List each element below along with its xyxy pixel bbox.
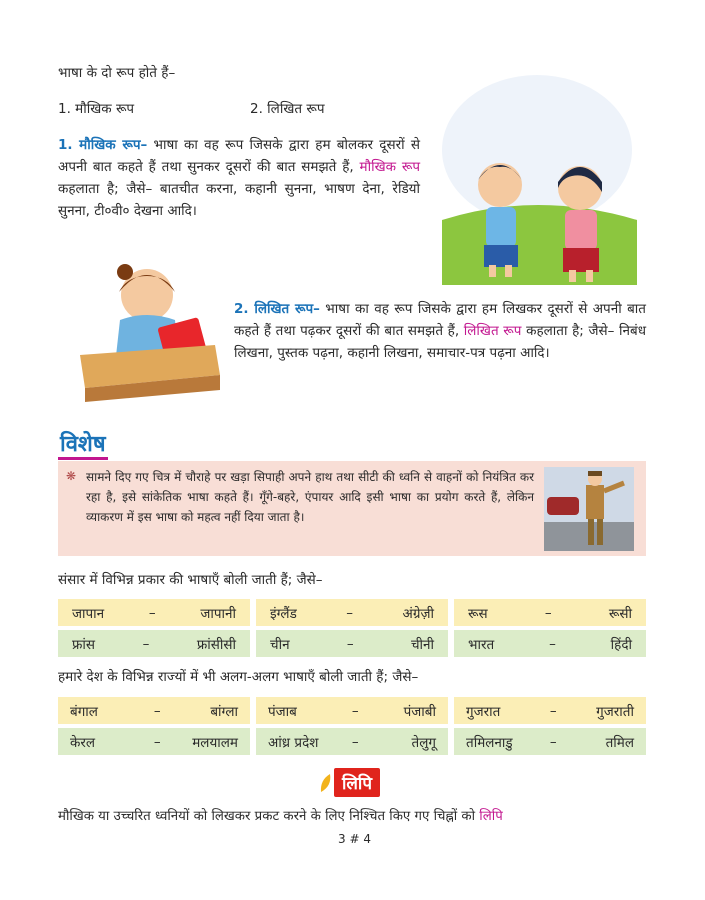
- state-name: गुजरात: [466, 703, 501, 720]
- country-name: जापान: [72, 605, 105, 622]
- girl-reading-illustration: [75, 250, 220, 420]
- written-heading: 2. लिखित रूप–: [234, 301, 320, 317]
- language-name: रूसी: [608, 605, 632, 622]
- state-name: पंजाब: [268, 703, 297, 720]
- written-text-b: कहलाता है; जैसे– निबंध लिखना, पुस्तक पढ़ना, कहानी लिखना, समाचार-पत्र पढ़ना आदि।: [234, 323, 646, 361]
- state-cell: [58, 728, 250, 755]
- language-name: अंग्रेज़ी: [402, 605, 434, 622]
- dash: –: [153, 733, 161, 750]
- traffic-police-illustration: [544, 467, 634, 551]
- lipi-heading-text: लिपि: [334, 768, 380, 797]
- state-cell: [256, 697, 448, 724]
- intro-text: भाषा के दो रूप होते हैं–: [58, 65, 176, 81]
- country-name: रूस: [468, 605, 488, 622]
- written-highlight: लिखित रूप: [463, 323, 522, 339]
- form-oral-label: 1. मौखिक रूप: [58, 101, 135, 117]
- dash: –: [346, 604, 354, 621]
- written-text-a: भाषा का वह रूप जिसके द्वारा हम लिखकर दूसरों से अपनी बात कहते हैं तथा पढ़कर दूसरों की बात समझते हैं,: [234, 301, 646, 339]
- language-name: बांग्ला: [210, 703, 238, 720]
- special-bullet-icon: ❋: [66, 469, 77, 483]
- dash: –: [351, 733, 359, 750]
- children-talking-illustration: [432, 70, 642, 285]
- state-cell: [454, 728, 646, 755]
- states-row-2: [58, 728, 646, 755]
- language-name: तेलुगू: [411, 734, 436, 751]
- country-name: चीन: [270, 636, 290, 653]
- country-cell: [58, 630, 250, 657]
- oral-paragraph: [58, 134, 420, 222]
- written-paragraph: [234, 298, 646, 364]
- dash: –: [351, 702, 359, 719]
- language-name: पंजाबी: [403, 703, 436, 720]
- dash: –: [346, 635, 354, 652]
- special-box: [58, 461, 646, 556]
- dash: –: [544, 604, 552, 621]
- countries-row-2: [58, 630, 646, 657]
- state-name: आंध्र प्रदेश: [268, 734, 319, 751]
- language-name: हिंदी: [610, 636, 632, 653]
- language-name: फ्रांसीसी: [196, 636, 236, 653]
- states-row-1: [58, 697, 646, 724]
- page-number: 3 # 4: [338, 832, 371, 846]
- language-name: चीनी: [410, 636, 434, 653]
- language-name: तमिल: [605, 734, 634, 751]
- states-intro: हमारे देश के विभिन्न राज्यों में भी अलग-अलग भाषाएँ बोली जाती हैं; जैसे–: [58, 669, 419, 685]
- dash: –: [148, 604, 156, 621]
- dash: –: [153, 702, 161, 719]
- state-cell: [454, 697, 646, 724]
- country-cell: [454, 599, 646, 626]
- special-title: [58, 428, 108, 458]
- state-cell: [256, 728, 448, 755]
- country-cell: [256, 599, 448, 626]
- country-cell: [256, 630, 448, 657]
- language-name: गुजराती: [596, 703, 634, 720]
- leaf-icon: [318, 772, 332, 794]
- special-text: सामने दिए गए चित्र में चौराहे पर खड़ा सिपाही अपने हाथ तथा सीटी की ध्वनि से वाहनों को नियंत्रित कर रहा है, इसे सांकेतिक भाषा कहते हैं। गूँगे-बहरे, एंपायर आदि इसी भाषा का प्रयोग करते हैं, लेकिन व्याकरण में इस भाषा को महत्व नहीं दिया जाता है।: [86, 470, 534, 524]
- state-name: बंगाल: [70, 703, 98, 720]
- country-name: फ्रांस: [72, 636, 96, 653]
- dash: –: [549, 635, 556, 652]
- form-written-label: 2. लिखित रूप: [250, 101, 325, 117]
- oral-heading: 1. मौखिक रूप–: [58, 137, 148, 153]
- oral-text-b: कहलाता है; जैसे– बातचीत करना, कहानी सुनना, भाषण देना, रेडियो सुनना, टी०वी० देखना आदि।: [58, 181, 420, 219]
- country-cell: [58, 599, 250, 626]
- country-name: भारत: [468, 636, 495, 653]
- lipi-text-a: मौखिक या उच्चरित ध्वनियों को लिखकर प्रकट करने के लिए निश्चित किए गए चिह्नों को: [58, 809, 480, 824]
- state-name: केरल: [70, 734, 96, 751]
- dash: –: [549, 733, 557, 750]
- lipi-paragraph: [58, 806, 648, 828]
- oral-text-a: भाषा का वह रूप जिसके द्वारा हम बोलकर दूसरों से अपनी बात कहते हैं तथा सुनकर दूसरों की बात समझते हैं,: [58, 137, 421, 175]
- lipi-highlight: लिपि: [479, 809, 503, 824]
- country-name: इंग्लैंड: [270, 605, 297, 622]
- countries-row-1: [58, 599, 646, 626]
- state-cell: [58, 697, 250, 724]
- dash: –: [549, 702, 557, 719]
- country-cell: [454, 630, 646, 657]
- language-name: जापानी: [200, 605, 236, 622]
- language-name: मलयालम: [192, 734, 238, 751]
- lipi-heading: [318, 768, 380, 797]
- countries-intro: संसार में विभिन्न प्रकार की भाषाएँ बोली जाती हैं; जैसे–: [58, 572, 323, 588]
- special-title-text: विशेष: [58, 432, 108, 460]
- state-name: तमिलनाडु: [466, 734, 513, 751]
- dash: –: [142, 635, 150, 652]
- oral-highlight: मौखिक रूप: [359, 159, 420, 175]
